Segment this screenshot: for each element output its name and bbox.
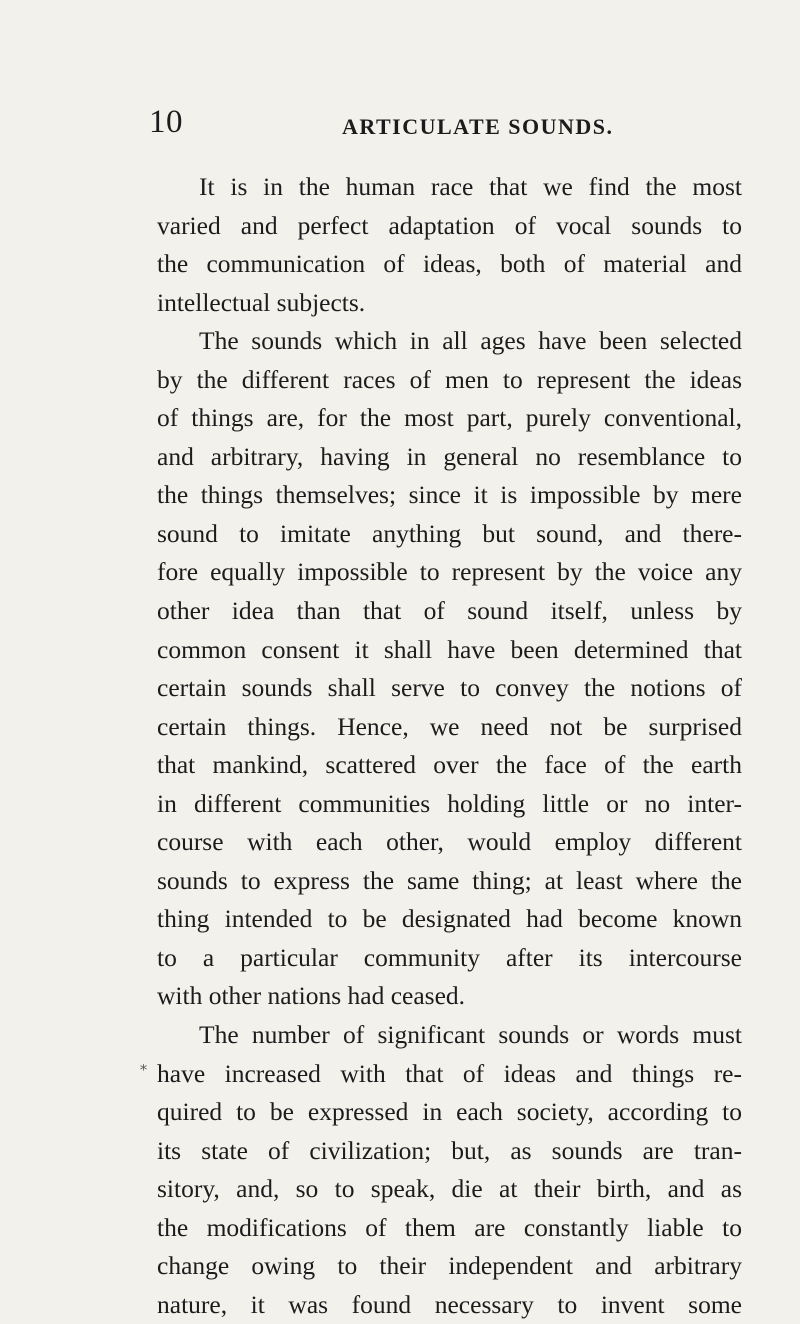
text-line: by the different races of men to represent the ideas: [157, 364, 742, 394]
text-line: fore equally impossible to represent by the voice any: [157, 557, 742, 587]
text-line: The number of significant sounds or words must: [199, 1020, 742, 1050]
text-line: that mankind, scattered over the face of the earth: [157, 750, 742, 780]
text-line: sound to imitate anything but sound, and there-: [157, 518, 742, 548]
body-text: [157, 168, 742, 1324]
text-line: have increased with that of ideas and things re-: [157, 1058, 742, 1088]
text-line: nature, it was found necessary to invent some: [157, 1289, 742, 1319]
text-line: in different communities holding little or no inter-: [157, 788, 742, 818]
text-line: It is in the human race that we find the most: [199, 172, 742, 201]
text-line: course with each other, would employ different: [157, 827, 742, 857]
text-line: of things are, for the most part, purely conventional,: [157, 403, 742, 433]
text-line: its state of civilization; but, as sounds are tran-: [157, 1135, 742, 1165]
text-line: change owing to their independent and arbitrary: [157, 1251, 742, 1281]
text-line: and arbitrary, having in general no resemblance to: [157, 441, 742, 471]
text-line: sitory, and, so to speak, die at their birth, and as: [157, 1174, 742, 1204]
page-number: 10: [149, 104, 183, 140]
running-head: [149, 104, 741, 144]
running-title: ARTICULATE SOUNDS.: [342, 114, 614, 139]
text-line: The sounds which in all ages have been selected: [199, 326, 742, 356]
text-line: the things themselves; since it is impossible by mere: [157, 480, 742, 510]
text-line: certain sounds shall serve to convey the notions of: [157, 673, 742, 703]
ink-speck: ⁎: [140, 1059, 147, 1074]
text-line: varied and perfect adaptation of vocal sounds to: [157, 210, 742, 240]
text-line: other idea than that of sound itself, unless by: [157, 596, 742, 626]
text-line: the modifications of them are constantly liable to: [157, 1212, 742, 1242]
text-line: with other nations had ceased.: [157, 981, 466, 1011]
text-line: certain things. Hence, we need not be surprised: [157, 711, 742, 741]
text-line: quired to be expressed in each society, according to: [157, 1097, 742, 1127]
text-line: common consent it shall have been determined that: [157, 634, 742, 664]
text-line: sounds to express the same thing; at least where the: [157, 865, 742, 895]
text-line: intellectual subjects.: [157, 287, 366, 317]
text-line: thing intended to be designated had become known: [157, 904, 742, 934]
text-line: to a particular community after its intercourse: [157, 942, 742, 972]
text-line: the communication of ideas, both of material and: [157, 249, 742, 279]
